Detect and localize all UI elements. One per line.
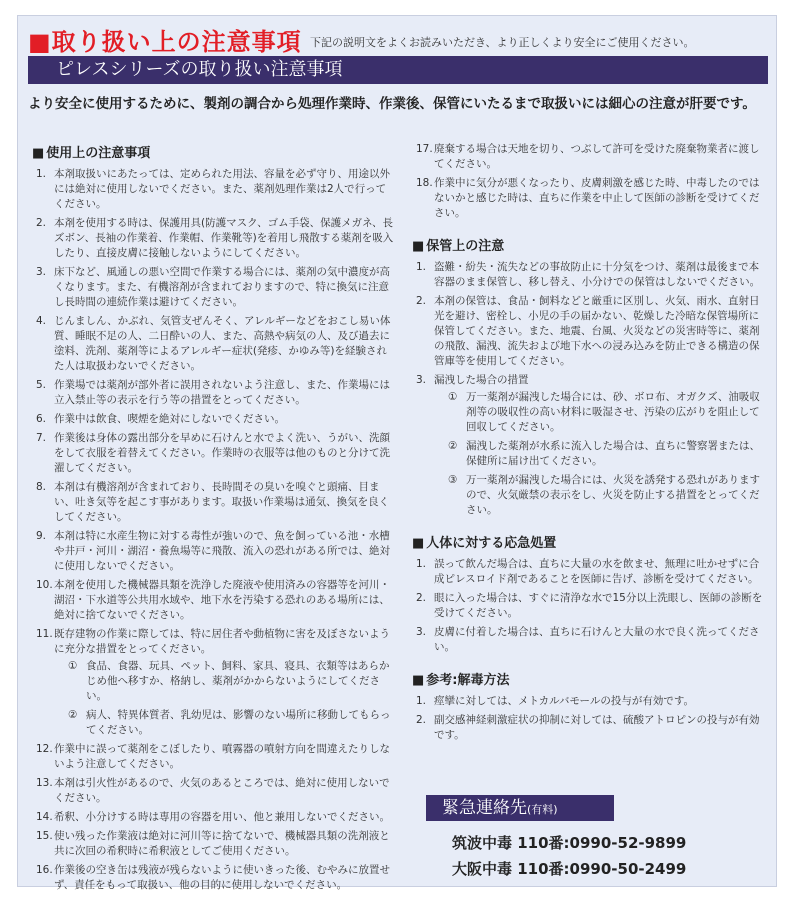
list-item: 8. 本剤は有機溶剤が含まれており、長時間その臭いを嗅ぐと頭痛、目まい、吐き気等を起こす事があります。取扱い作業場は通気、換気を良くしてください。 — [36, 481, 390, 523]
list-item: 16. 作業後の空き缶は残液が残らないように使いきった後、むやみに放置せず、責任をもって取扱い、他の目的に使用しないでください。 — [36, 864, 390, 891]
list-item: 11. 既存建物の作業に際しては、特に居住者や動植物に害を及ぼさないように充分な措置をとってください。 ① 食品、食器、玩具、ペット、飼料、家具、寝具、衣類等はあらかじめ他へ移すか、格納し、薬剤がかからないようにしてください。 ② 病人、特異体質者、乳幼児は、影響のない場所に移動してもらってください。 — [32, 627, 394, 738]
list-item: 6. 作業中は飲食、喫煙を絶対にしないでください。 — [36, 413, 285, 425]
list-item: 14. 希釈、小分けする時は専用の容器を用い、他と兼用しないでください。 — [36, 811, 390, 823]
emergency-list — [412, 557, 768, 655]
list-item: 9. 本剤は特に水産生物に対する毒性が強いので、魚を飼っている池・水槽や井戸・河川・湖沼・養魚場等に飛散、流入の恐れがある所では、絶対に使用しないでください。 — [36, 530, 390, 572]
list-item: 13. 本剤は引火性があるので、火気のあるところでは、絶対に使用しないでください。 — [36, 777, 390, 804]
list-item: 1. 本剤取扱いにあたっては、定められた用法、容量を必ず守り、用途以外には絶対に使用しないでください。また、薬剤処理作業は2人で行ってください。 — [36, 168, 390, 210]
list-item: 18. 作業中に気分が悪くなったり、皮膚刺激を感じた時、中毒したのではないかと感じた時は、直ちに作業を中止して医師の診断を受けてください。 — [416, 177, 760, 219]
emergency-heading: ■ 人体に対する応急処置 — [412, 536, 557, 551]
list-item: 1. 誤って飲んだ場合は、直ちに大量の水を飲ませ、無理に吐かせずに合成ピレスロイド剤であることを医師に告げ、診断を受けてください。 — [416, 558, 760, 585]
list-item: 2. 本剤を使用する時は、保護用具(防護マスク、ゴム手袋、保護メガネ、長ズボン、長袖の作業着、作業帽、作業靴等)を着用し飛散する薬剤を吸入したり、直接皮膚に接触しないようにしてください。 — [36, 217, 394, 259]
sub-item: ① 食品、食器、玩具、ペット、飼料、家具、寝具、衣類等はあらかじめ他へ移すか、格納し、薬剤がかからないようにしてください。 — [68, 660, 390, 702]
right-column — [412, 142, 768, 878]
list-item: 15. 使い残った作業液は絶対に河川等に捨てないで、機械器具類の洗剤液と共に次回の希釈時に希釈液としてご使用ください。 — [36, 830, 390, 857]
list-item: 2. 本剤の保管は、食品・飼料などと厳重に区別し、火気、雨水、直射日光を避け、密栓し、小児の手の届かない、乾燥した冷暗な保管場所に保管してください。また、地震、台風、火災などの災害時等に、薬剤の飛散、漏洩、流失および地下水への浸み込みを防止できる構造の保管庫等を使用してください。 — [416, 295, 760, 367]
square-bullet-icon: ■ — [412, 536, 425, 551]
list-item: 10. 本剤を使用した機械器具類を洗浄した廃液や使用済みの容器等を河川・湖沼・下水道等公共用水域や、地下水を汚染する恐れのある場所には、絶対に捨てないでください。 — [36, 579, 390, 621]
storage-list — [412, 260, 768, 518]
list-item: 4. じんましん、かぶれ、気管支ぜんそく、アレルギーなどをおこし易い体質、睡眠不足の人、二日酔いの人、また、高熱や病気の人、及び過去に塗料、洗剤、薬剤等によるアレルギー症状(発疹、かゆみ等)を経験された人は取扱わないでください。 — [36, 315, 391, 372]
list-item: 17. 廃棄する場合は天地を切り、つぶして許可を受けた廃棄物業者に渡してください。 — [416, 143, 760, 170]
title-note: 下記の説明文をよくお読みいただき、より正しくより安全にご使用ください。 — [310, 36, 695, 49]
sub-list — [434, 390, 768, 518]
lead-text: より安全に使用するために、製剤の調合から処理作業時、作業後、保管にいたるまで取扱いには細心の注意が肝要です。 — [28, 96, 756, 112]
title-row — [18, 16, 776, 56]
reference-heading: ■ 参考:解毒方法 — [412, 673, 510, 688]
list-item: 3. 漏洩した場合の措置 ① 万一薬剤が漏洩した場合には、砂、ボロ布、オガクズ、油吸収剤等の吸収性の高い材料に吸湿させ、汚染の広がりを阻止して回収してください。 ② 漏洩した薬剤が水系に流入した場合は、直ちに警察署または、保健所に届け出てください。 ③ 万一薬剤が漏洩した場合には、火災を誘発する恐れがありますので、火気厳禁の表示をし、火災を防止する措置をとってください。 — [412, 373, 768, 518]
square-bullet-icon: ■ — [32, 146, 45, 161]
list-item: 1. 盗難・紛失・流失などの事故防止に十分気をつけ、薬剤は最後まで本容器のまま保管し、移し替え、小分けでの保管はしないでください。 — [416, 261, 761, 288]
list-item: 2. 眼に入った場合は、すぐに清浄な水で15分以上洗眼し、医師の診断を受けてください。 — [416, 592, 763, 619]
list-item: 5. 作業場では薬剤が部外者に誤用されないよう注意し、また、作業場には立入禁止等の表示を行う等の措置をとってください。 — [36, 379, 390, 406]
list-item: 1. 痙攣に対しては、メトカルバモールの投与が有効です。 — [416, 695, 694, 707]
sub-list — [54, 659, 394, 738]
usage-heading: ■ 使用上の注意事項 — [32, 146, 151, 161]
square-bullet-icon: ■ — [412, 239, 425, 254]
sub-item: ③ 万一薬剤が漏洩した場合には、火災を誘発する恐れがありますので、火気厳禁の表示をし、火災を防止する措置をとってください。 — [448, 474, 760, 516]
notice-sheet — [17, 15, 777, 891]
sub-item: ② 漏洩した薬剤が水系に流入した場合は、直ちに警察署または、保健所に届け出てください。 — [448, 440, 760, 467]
list-item: 3. 皮膚に付着した場合は、直ちに石けんと大量の水で良く洗ってください。 — [416, 626, 760, 653]
sub-item: ① 万一薬剤が漏洩した場合には、砂、ボロ布、オガクズ、油吸収剤等の吸収性の高い材料に吸湿させ、汚染の広がりを阻止して回収してください。 — [448, 391, 760, 433]
storage-heading: ■ 保管上の注意 — [412, 239, 505, 254]
square-bullet-icon: ■ — [412, 673, 425, 688]
series-banner: ピレスシリーズの取り扱い注意事項 — [28, 56, 768, 84]
list-item: 2. 副交感神経刺激症状の抑制に対しては、硫酸アトロピンの投与が有効です。 — [416, 714, 760, 741]
phone-line-osaka: 大阪中毒 110番:0990-50-2499 — [452, 860, 687, 878]
reference-list — [412, 694, 768, 743]
list-item: 12. 作業中に誤って薬剤をこぼしたり、噴霧器の噴射方向を間違えたりしないよう注意してください。 — [36, 743, 390, 770]
usage-list — [32, 167, 394, 893]
phone-line-tsukuba: 筑波中毒 110番:0990-52-9899 — [452, 834, 687, 852]
list-item: 7. 作業後は身体の露出部分を早めに石けんと水でよく洗い、うがい、洗顔をして衣服を着替えてください。作業時の衣服等は他のものと分けて洗濯してください。 — [36, 432, 390, 474]
usage-list-continued — [412, 142, 768, 221]
left-column — [32, 142, 394, 897]
sub-item: ② 病人、特異体質者、乳幼児は、影響のない場所に移動してもらってください。 — [68, 709, 391, 736]
page-title: ■取り扱い上の注意事項 — [28, 28, 302, 56]
list-item: 3. 床下など、風通しの悪い空間で作業する場合には、薬剤の気中濃度が高くなります。また、有機溶剤が含まれておりますので、特に換気に注意し長時間の連続作業は避けてください。 — [36, 266, 390, 308]
emergency-contact-label: 緊急連絡先(有料) — [426, 795, 614, 821]
